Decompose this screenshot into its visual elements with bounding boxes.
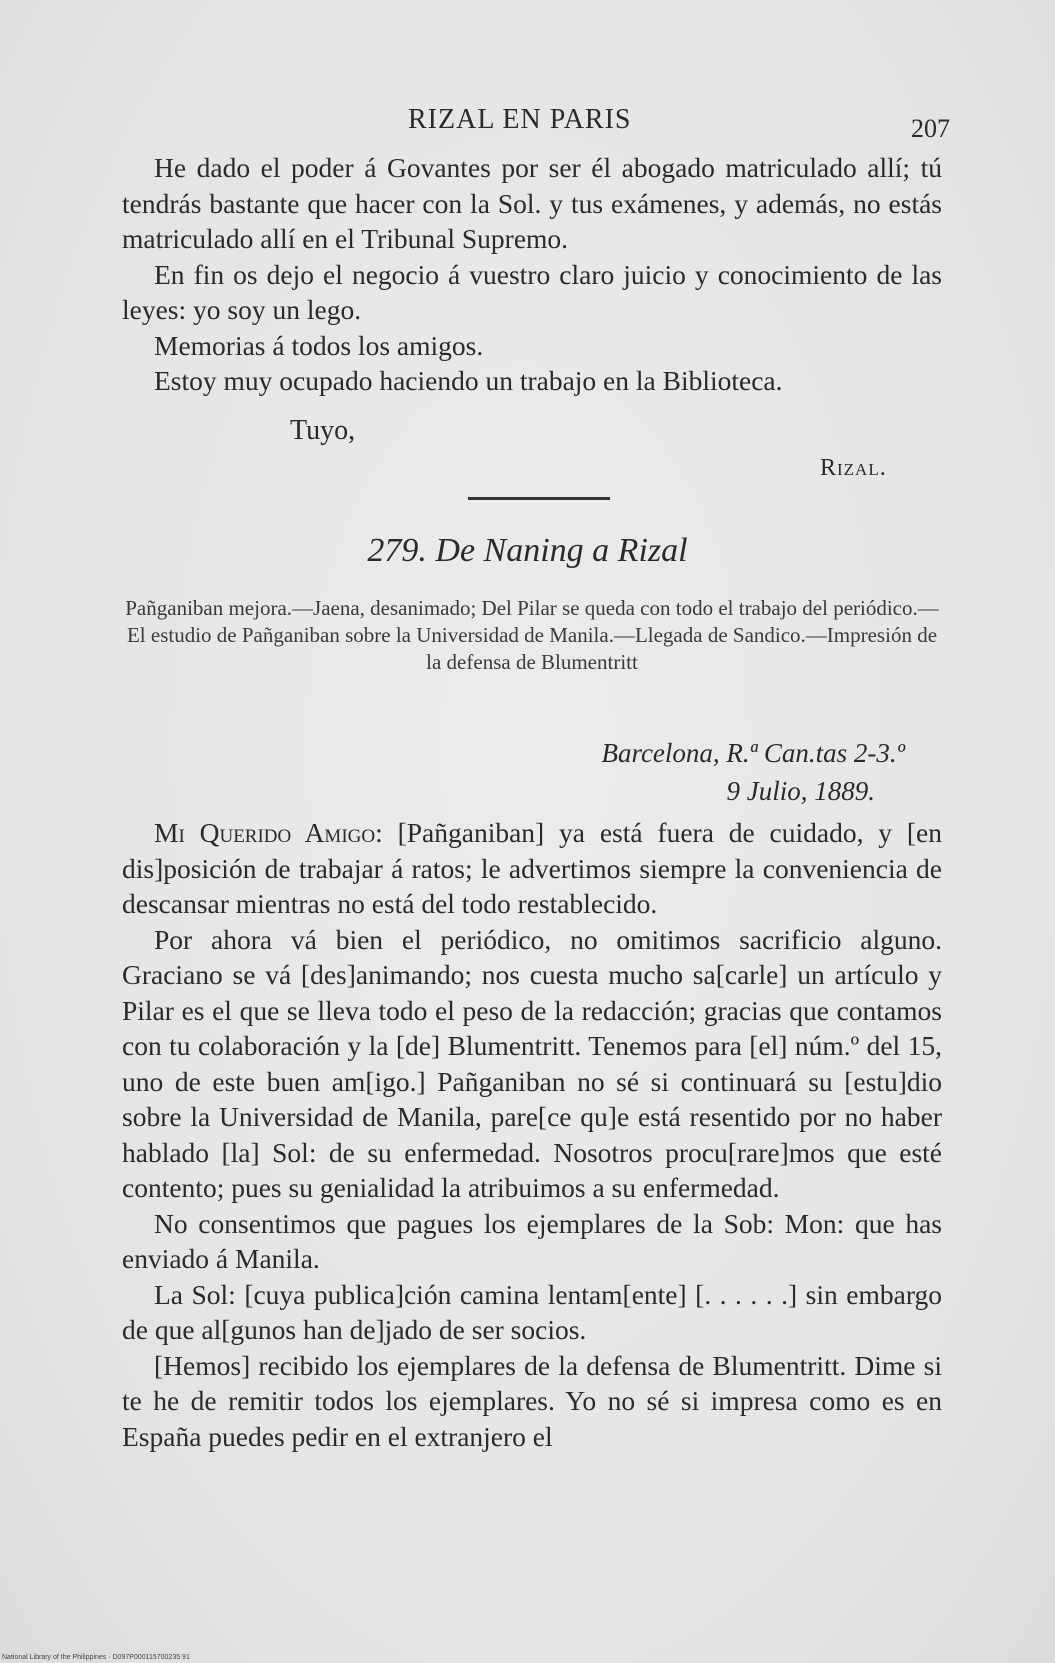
- paragraph: En fin os dejo el negocio á vuestro claro juicio y conocimiento de las leyes: yo soy un lego.: [122, 258, 942, 325]
- paragraph: Por ahora vá bien el periódico, no omitimos sacrificio alguno. Graciano se vá [des]animando; nos cuesta mucho sa[carle] un artículo y Pilar es el que se lleva todo el peso de la redacción; gracias que contamos con tu colaboración y la [de] Blumentritt. Tenemos para [el] núm.º del 15, uno de este buen am[igo.] Pañganiban no sé si continuará su [estu]dio sobre la Universidad de Manila, pare[ce qu]e está resentido por no haber hablado [la] Sol: de su enfermedad. Nosotros procu[rare]mos que esté contento; pues su genialidad la atribuimos a su enfermedad.: [122, 923, 942, 1203]
- paragraph-text: [Pañganiban] ya está fuera de cuidado, y [en dis]posición de trabajar á ratos; le advertimos siempre la conveniencia de descansar mientras no está del todo restablecido.: [122, 817, 942, 919]
- paragraph: No consentimos que pagues los ejemplares de la Sob: Mon: que has enviado á Manila.: [122, 1207, 942, 1274]
- page-number: 207: [911, 114, 950, 143]
- paragraph: [Hemos] recibido los ejemplares de la defensa de Blumentritt. Dime si te he de remitir todos los ejemplares. Yo no sé si impresa como es en España puedes pedir en el extranjero el: [122, 1349, 942, 1452]
- section-divider: [468, 497, 610, 500]
- letter-heading: 279. De Naning a Rizal: [367, 532, 688, 569]
- running-title: RIZAL EN PARIS: [408, 104, 632, 135]
- paragraph: [122, 815, 942, 922]
- letter-place: Barcelona, R.ª Can.tas 2-3.º: [601, 738, 905, 768]
- paragraph: La Sol: [cuya publica]ción camina lentam[ente] [. . . . . .] sin embargo de que al[gunos han de]jado de ser socios.: [122, 1278, 942, 1345]
- letter-date: 9 Julio, 1889.: [726, 776, 875, 806]
- scan-footer: National Library of the Philippines · D097P000115700235 91: [2, 1654, 190, 1661]
- letter-body: [122, 815, 942, 1454]
- paragraph: He dado el poder á Govantes por ser él abogado matriculado allí; tú tendrás bastante que hacer con la Sol. y tus exámenes, y además, no estás matriculado allí en el Tribunal Supremo.: [122, 152, 942, 254]
- closing-tuyo: Tuyo,: [290, 415, 356, 446]
- letter-summary: Pañganiban mejora.—Jaena, desanimado; Del Pilar se queda con todo el trabajo del periódico.—El estudio de Pañganiban sobre la Universidad de Manila.—Llegada de Sandico.—Impresión de la defensa de Blumentritt: [125, 596, 939, 674]
- paragraph: Estoy muy ocupado haciendo un trabajo en la Biblioteca.: [154, 365, 783, 396]
- salutation: Mi Querido Amigo:: [154, 817, 383, 848]
- letter-end-text: [122, 150, 942, 399]
- paragraph: Memorias á todos los amigos.: [154, 329, 484, 361]
- running-header: [120, 104, 950, 144]
- signature: Rizal.: [820, 455, 887, 481]
